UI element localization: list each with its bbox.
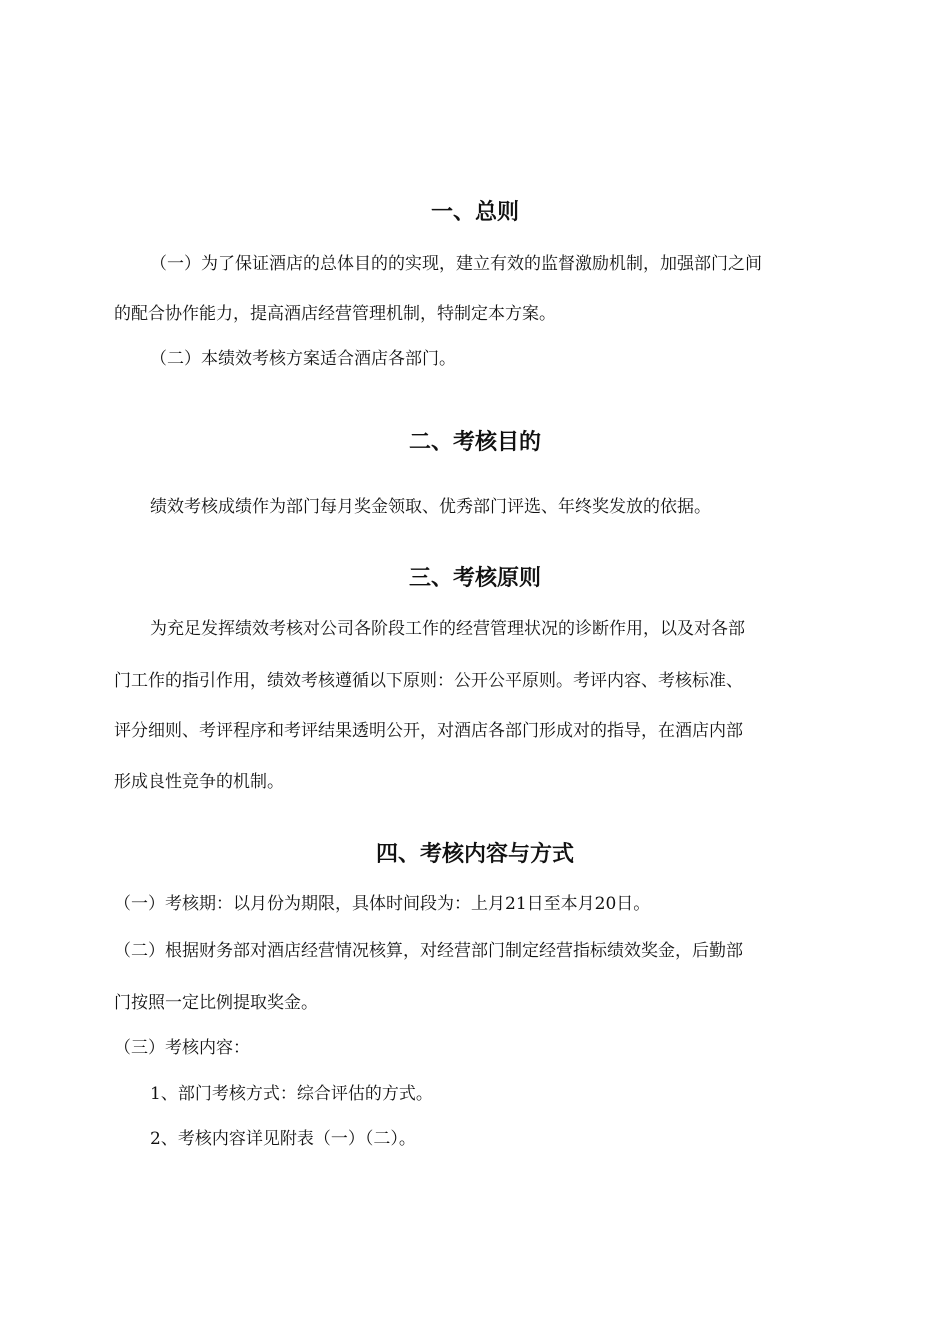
section-4-line-2: （二）根据财务部对酒店经营情况核算，对经营部门制定经营指标绩效奖金，后勤部: [114, 941, 743, 961]
section-3-line-3: 评分细则、考评程序和考评结果透明公开，对酒店各部门形成对的指导，在酒店内部: [114, 721, 743, 741]
section-4-line-1: （一）考核期：以月份为期限，具体时间段为：上月21日至本月20日。: [114, 894, 651, 914]
section-1-heading: 一、总则: [430, 200, 519, 225]
section-2-line-1: 绩效考核成绩作为部门每月奖金领取、优秀部门评选、年终奖发放的依据。: [150, 497, 711, 517]
section-3-line-1: 为充足发挥绩效考核对公司各阶段工作的经营管理状况的诊断作用，以及对各部: [150, 619, 745, 639]
section-4-line-6: 2、考核内容详见附表（一）（二）。: [150, 1129, 416, 1149]
section-1-line-3: （二）本绩效考核方案适合酒店各部门。: [150, 349, 456, 369]
section-3-line-2: 门工作的指引作用，绩效考核遵循以下原则：公开公平原则。考评内容、考核标准、: [114, 671, 743, 691]
section-4-line-5: 1、部门考核方式：综合评估的方式。: [150, 1084, 433, 1104]
section-3-line-4: 形成良性竞争的机制。: [114, 772, 284, 792]
section-4-heading: 四、考核内容与方式: [375, 842, 574, 867]
section-4-line-4: （三）考核内容：: [114, 1038, 250, 1058]
section-1-line-2: 的配合协作能力，提高酒店经营管理机制，特制定本方案。: [114, 304, 556, 324]
section-4-line-3: 门按照一定比例提取奖金。: [114, 993, 318, 1013]
section-3-heading: 三、考核原则: [408, 566, 541, 591]
section-2-heading: 二、考核目的: [408, 430, 541, 455]
section-1-line-1: （一）为了保证酒店的总体目的的实现，建立有效的监督激励机制，加强部门之间: [150, 254, 762, 274]
